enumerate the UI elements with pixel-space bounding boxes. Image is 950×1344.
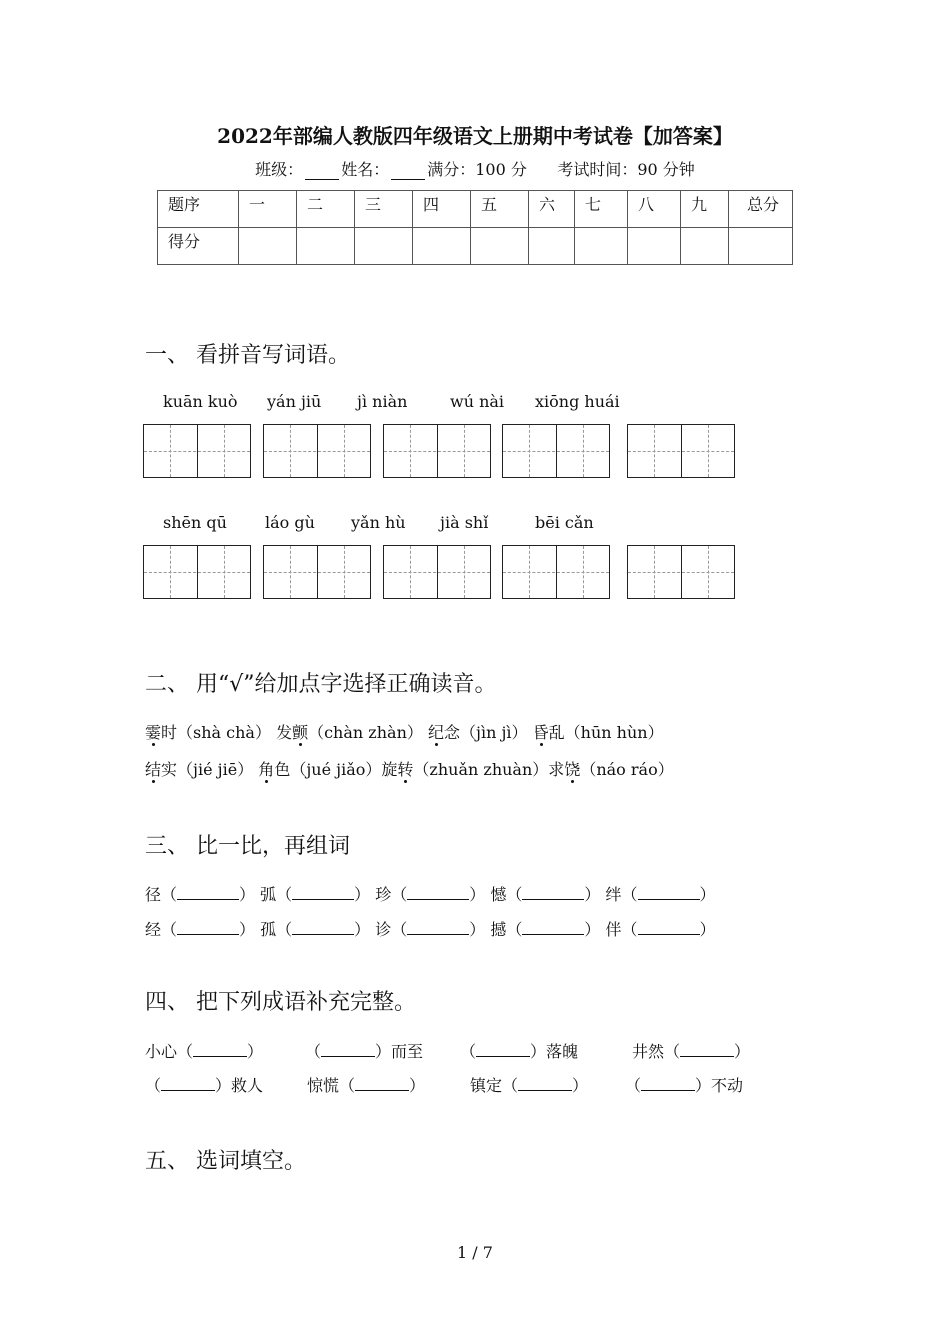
dotted-char: 颤 xyxy=(292,720,308,743)
idiom-item xyxy=(625,1073,743,1096)
writing-grid[interactable] xyxy=(143,545,251,599)
score-table-score-row xyxy=(158,228,793,265)
idiom-suffix: ）救人 xyxy=(215,1076,264,1095)
name-blank[interactable] xyxy=(391,163,425,180)
compare-char: 经 xyxy=(145,920,162,939)
idiom-item xyxy=(632,1039,750,1062)
score-cell: 二 xyxy=(297,191,355,228)
dotted-char: 纪 xyxy=(428,720,444,743)
pinyin: yǎn hù xyxy=(351,513,406,532)
plain-char: 求 xyxy=(548,760,565,779)
reading-options[interactable]: 乱（hūn hùn） xyxy=(548,723,664,742)
q2-line-2 xyxy=(145,757,674,780)
word-blank[interactable] xyxy=(407,920,469,935)
name-label: 姓名： xyxy=(341,160,390,179)
score-cell: 三 xyxy=(355,191,413,228)
idiom-item xyxy=(305,1039,423,1062)
pinyin: jià shǐ xyxy=(440,513,489,532)
writing-grid[interactable] xyxy=(263,424,371,478)
q1-heading: 一、 看拼音写词语。 xyxy=(145,343,350,368)
pinyin: xiōng huái xyxy=(535,392,620,411)
word-blank[interactable] xyxy=(292,920,354,935)
word-blank[interactable] xyxy=(407,885,469,900)
idiom-blank[interactable] xyxy=(641,1076,695,1091)
pinyin: yán jiū xyxy=(267,392,322,411)
score-table-header-row xyxy=(158,191,793,228)
score-input-cell[interactable] xyxy=(575,228,628,265)
word-blank[interactable] xyxy=(638,885,700,900)
reading-item xyxy=(258,760,381,779)
plain-char: 旋 xyxy=(381,760,398,779)
word-blank[interactable] xyxy=(177,885,239,900)
compare-char: 诊 xyxy=(375,920,392,939)
pinyin: láo gù xyxy=(265,513,315,532)
word-blank[interactable] xyxy=(522,920,584,935)
word-blank[interactable] xyxy=(638,920,700,935)
writing-grid[interactable] xyxy=(502,424,610,478)
compare-char: 径 xyxy=(145,885,162,904)
idiom-blank[interactable] xyxy=(161,1076,215,1091)
compare-char: 撼 xyxy=(490,920,507,939)
idiom-suffix: ）而至 xyxy=(375,1042,424,1061)
idiom-suffix: ）不动 xyxy=(695,1076,744,1095)
compare-char: 憾 xyxy=(490,885,507,904)
dotted-char: 转 xyxy=(397,757,413,780)
score-input-cell[interactable] xyxy=(729,228,793,265)
page-title: 2022年部编人教版四年级语文上册期中考试卷【加答案】 xyxy=(217,124,733,148)
reading-options[interactable]: 色（jué jiǎo） xyxy=(274,760,382,779)
score-input-cell[interactable] xyxy=(297,228,355,265)
writing-grid[interactable] xyxy=(143,424,251,478)
compare-char: 珍 xyxy=(375,885,392,904)
reading-item xyxy=(145,760,253,779)
reading-item xyxy=(548,760,673,779)
pinyin: bēi cǎn xyxy=(535,513,594,532)
score-cell: 八 xyxy=(628,191,681,228)
plain-char: 发 xyxy=(276,723,293,742)
reading-item xyxy=(276,723,423,742)
score-cell: 九 xyxy=(681,191,729,228)
q2-heading: 二、 用“√”给加点字选择正确读音。 xyxy=(145,672,497,697)
word-blank[interactable] xyxy=(292,885,354,900)
class-label: 班级： xyxy=(255,160,304,179)
idiom-item xyxy=(307,1073,425,1096)
dotted-char: 角 xyxy=(258,757,274,780)
dotted-char: 昏 xyxy=(533,720,549,743)
score-input-cell[interactable] xyxy=(681,228,729,265)
score-input-cell[interactable] xyxy=(413,228,471,265)
exam-info xyxy=(0,157,950,180)
pinyin: shēn qū xyxy=(163,513,227,532)
q4-heading: 四、 把下列成语补充完整。 xyxy=(145,990,416,1015)
pinyin: jì niàn xyxy=(357,392,408,411)
idiom-suffix: ）落魄 xyxy=(530,1042,579,1061)
idiom-blank[interactable] xyxy=(321,1042,375,1057)
idiom-prefix: （ xyxy=(145,1076,162,1095)
reading-options[interactable]: 念（jìn jì） xyxy=(443,723,528,742)
dotted-char: 霎 xyxy=(145,720,161,743)
idiom-item xyxy=(470,1073,588,1096)
reading-item xyxy=(533,723,664,742)
idiom-prefix: 镇定（ xyxy=(470,1076,519,1095)
score-cell: 五 xyxy=(471,191,529,228)
class-blank[interactable] xyxy=(305,163,339,180)
reading-item xyxy=(428,723,528,742)
idiom-blank[interactable] xyxy=(680,1042,734,1057)
idiom-item xyxy=(460,1039,578,1062)
compare-char: 孤 xyxy=(260,920,277,939)
compare-char: 弧 xyxy=(260,885,277,904)
word-blank[interactable] xyxy=(177,920,239,935)
q3-row-1: 径（ ） 弧（ ） 珍（ ） 憾（ ） 绊（ ） xyxy=(145,885,716,904)
writing-grid[interactable] xyxy=(383,424,491,478)
writing-grid[interactable] xyxy=(627,545,735,599)
idiom-item xyxy=(145,1073,263,1096)
idiom-blank[interactable] xyxy=(476,1042,530,1057)
full-score: 满分：100 分 xyxy=(427,160,527,179)
idiom-blank[interactable] xyxy=(193,1042,247,1057)
idiom-suffix: ） xyxy=(409,1076,426,1095)
writing-grid[interactable] xyxy=(502,545,610,599)
score-cell: 总分 xyxy=(729,191,793,228)
q3-heading: 三、 比一比，再组词 xyxy=(145,834,350,859)
reading-options[interactable]: （chàn zhàn） xyxy=(308,723,423,742)
reading-options[interactable]: （zhuǎn zhuàn） xyxy=(413,760,549,779)
reading-item xyxy=(145,723,271,742)
idiom-prefix: 惊慌（ xyxy=(307,1076,356,1095)
score-row-label: 得分 xyxy=(158,228,239,265)
idiom-suffix: ） xyxy=(572,1076,589,1095)
idiom-prefix: （ xyxy=(305,1042,322,1061)
writing-grid[interactable] xyxy=(383,545,491,599)
score-input-cell[interactable] xyxy=(529,228,575,265)
score-table xyxy=(157,190,793,265)
dotted-char: 结 xyxy=(145,757,161,780)
writing-grid[interactable] xyxy=(627,424,735,478)
idiom-item xyxy=(145,1039,263,1062)
writing-grid[interactable] xyxy=(263,545,371,599)
idiom-prefix: 井然（ xyxy=(632,1042,681,1061)
score-cell: 六 xyxy=(529,191,575,228)
score-cell: 四 xyxy=(413,191,471,228)
exam-time: 考试时间：90 分钟 xyxy=(557,160,695,179)
score-cell: 一 xyxy=(239,191,297,228)
page-number: 1 / 7 xyxy=(457,1243,493,1262)
idiom-prefix: 小心（ xyxy=(145,1042,194,1061)
dotted-char: 饶 xyxy=(564,757,580,780)
pinyin: wú nài xyxy=(450,392,505,411)
score-input-cell[interactable] xyxy=(471,228,529,265)
idiom-suffix: ） xyxy=(247,1042,264,1061)
reading-item xyxy=(381,760,548,779)
compare-char: 伴 xyxy=(605,920,622,939)
score-cell: 题序 xyxy=(158,191,239,228)
q2-line-1 xyxy=(145,720,664,743)
compare-char: 绊 xyxy=(605,885,622,904)
idiom-prefix: （ xyxy=(625,1076,642,1095)
q3-row-2: 经（ ） 孤（ ） 诊（ ） 撼（ ） 伴（ ） xyxy=(145,920,716,939)
score-input-cell[interactable] xyxy=(628,228,681,265)
idiom-suffix: ） xyxy=(734,1042,751,1061)
reading-options[interactable]: 实（jié jiē） xyxy=(161,760,254,779)
q5-heading: 五、 选词填空。 xyxy=(145,1149,306,1174)
pinyin: kuān kuò xyxy=(163,392,238,411)
score-cell: 七 xyxy=(575,191,628,228)
idiom-blank[interactable] xyxy=(518,1076,572,1091)
word-blank[interactable] xyxy=(522,885,584,900)
score-input-cell[interactable] xyxy=(239,228,297,265)
score-input-cell[interactable] xyxy=(355,228,413,265)
idiom-blank[interactable] xyxy=(355,1076,409,1091)
idiom-prefix: （ xyxy=(460,1042,477,1061)
reading-options[interactable]: 时（shà chà） xyxy=(161,723,271,742)
reading-options[interactable]: （náo ráo） xyxy=(580,760,674,779)
